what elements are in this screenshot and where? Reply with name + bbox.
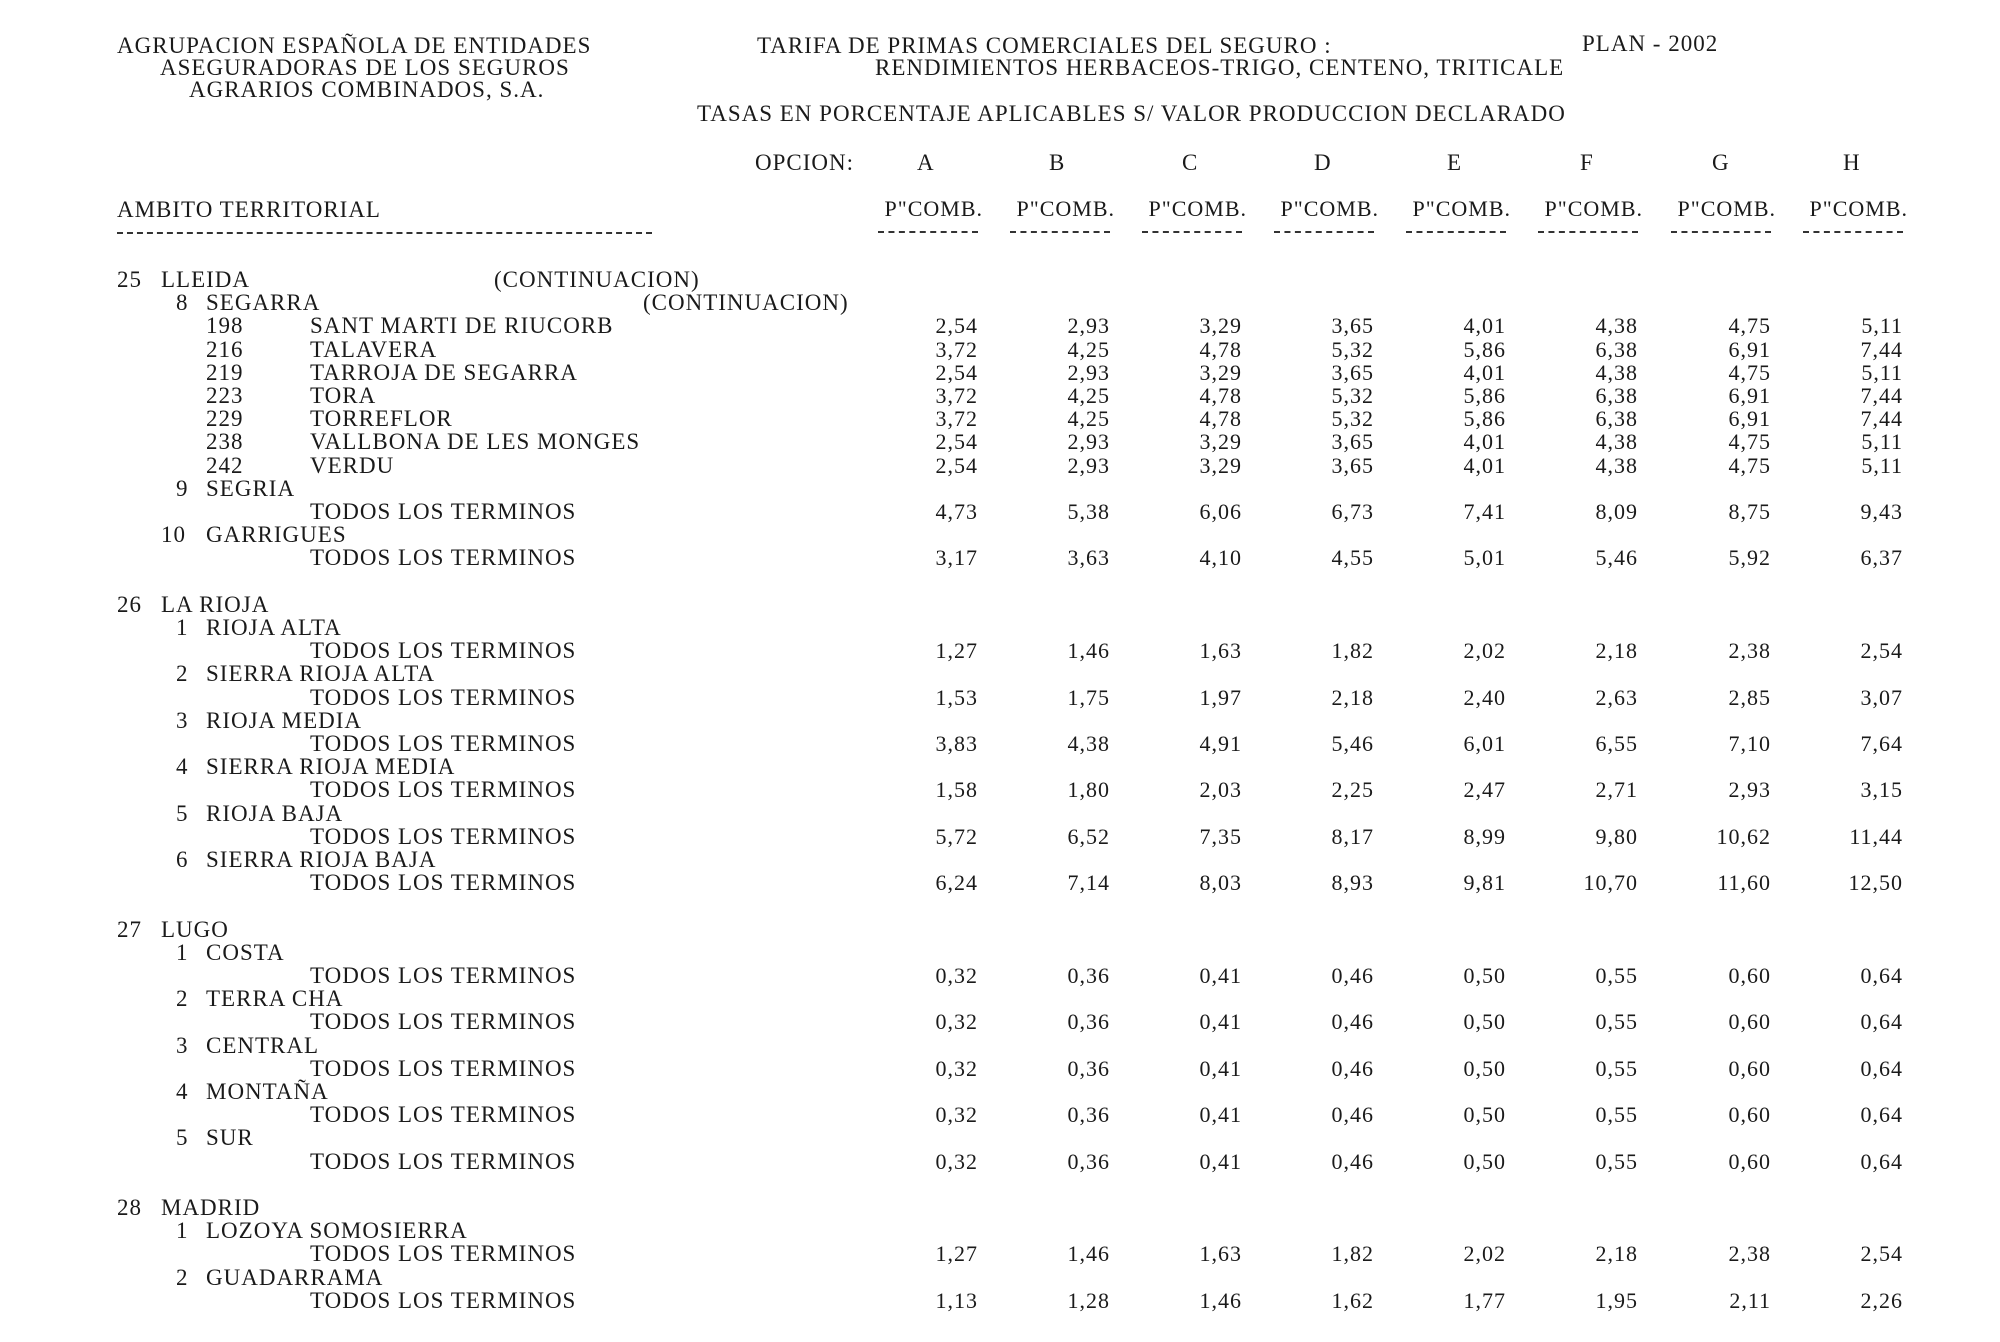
comarca-name: GUADARRAMA — [206, 1264, 384, 1290]
rate-cell: 0,41 — [1199, 1055, 1242, 1081]
comarca-code: 4 — [176, 754, 189, 780]
rate-cell: 0,64 — [1860, 1148, 1903, 1174]
rate-cell: 0,36 — [1067, 963, 1110, 988]
comarca-name: COSTA — [206, 939, 285, 965]
rate-cell: 9,80 — [1595, 823, 1638, 849]
rate-cell: 5,86 — [1463, 336, 1506, 362]
rate-cell: 4,75 — [1728, 452, 1771, 478]
rate-cell: 5,86 — [1463, 383, 1506, 408]
comarca-code: 1 — [176, 1218, 189, 1244]
rate-cell: 2,54 — [935, 452, 978, 478]
province-name: LA RIOJA — [161, 591, 270, 617]
rate-cell: 0,36 — [1067, 1009, 1110, 1035]
col-header-pcomb: P"COMB. — [1412, 196, 1511, 221]
rate-cell: 4,91 — [1199, 731, 1242, 756]
rate-cell: 10,70 — [1583, 870, 1638, 896]
col-underline — [1274, 231, 1374, 233]
rate-cell: 1,46 — [1067, 1241, 1110, 1267]
rate-cell: 0,55 — [1595, 1009, 1638, 1035]
rate-cell: 0,64 — [1860, 1009, 1903, 1035]
rate-cell: 0,32 — [935, 1102, 978, 1128]
rate-cell: 0,41 — [1199, 1009, 1242, 1035]
comarca-name: RIOJA ALTA — [206, 615, 342, 640]
rate-cell: 3,07 — [1860, 684, 1903, 710]
todos-los-terminos: TODOS LOS TERMINOS — [310, 1055, 577, 1081]
rate-cell: 6,38 — [1595, 406, 1638, 432]
todos-los-terminos: TODOS LOS TERMINOS — [310, 545, 577, 571]
rate-cell: 8,09 — [1595, 499, 1638, 524]
province-code: 25 — [117, 267, 142, 292]
termino-code: 242 — [206, 452, 244, 478]
rate-cell: 2,93 — [1728, 777, 1771, 803]
rate-cell: 1,27 — [935, 1241, 978, 1267]
rate-cell: 7,64 — [1860, 731, 1903, 756]
rate-cell: 2,71 — [1595, 777, 1638, 803]
rate-cell: 10,62 — [1716, 823, 1771, 849]
continuation-note: (CONTINUACION) — [643, 290, 849, 316]
rate-cell: 0,64 — [1860, 1102, 1903, 1128]
rate-cell: 7,44 — [1860, 336, 1903, 362]
rate-cell: 1,75 — [1067, 684, 1110, 710]
comarca-code: 8 — [176, 290, 189, 316]
rate-cell: 8,75 — [1728, 499, 1771, 524]
comarca-code: 2 — [176, 986, 189, 1012]
comarca-code: 3 — [176, 1032, 189, 1058]
rate-cell: 6,38 — [1595, 383, 1638, 408]
province-name: LUGO — [161, 916, 229, 942]
rate-cell: 1,82 — [1331, 1241, 1374, 1267]
rate-cell: 7,35 — [1199, 823, 1242, 849]
rate-cell: 7,44 — [1860, 383, 1903, 408]
comarca-code: 5 — [176, 800, 189, 826]
rate-cell: 0,46 — [1331, 1009, 1374, 1035]
rate-cell: 2,93 — [1067, 452, 1110, 478]
rate-cell: 0,55 — [1595, 1148, 1638, 1174]
rate-cell: 5,32 — [1331, 406, 1374, 432]
rate-cell: 0,60 — [1728, 1148, 1771, 1174]
option-g: G — [1712, 150, 1730, 175]
rate-cell: 1,63 — [1199, 638, 1242, 664]
termino-code: 229 — [206, 406, 244, 432]
rate-cell: 4,38 — [1595, 429, 1638, 455]
termino-code: 198 — [206, 313, 244, 339]
rate-cell: 2,18 — [1595, 638, 1638, 664]
comarca-name: SEGRIA — [206, 475, 296, 501]
province-code: 28 — [117, 1195, 142, 1220]
rate-cell: 6,37 — [1860, 545, 1903, 571]
rate-cell: 2,93 — [1067, 429, 1110, 455]
rate-cell: 1,77 — [1463, 1287, 1506, 1313]
termino-name: VERDU — [310, 452, 395, 478]
rate-cell: 5,46 — [1331, 731, 1374, 756]
rate-cell: 3,65 — [1331, 359, 1374, 385]
comarca-name: RIOJA MEDIA — [206, 707, 363, 733]
rate-cell: 3,29 — [1199, 359, 1242, 385]
comarca-code: 3 — [176, 707, 189, 733]
rate-cell: 3,72 — [935, 383, 978, 408]
rate-cell: 1,97 — [1199, 684, 1242, 710]
rate-cell: 2,47 — [1463, 777, 1506, 803]
option-f: F — [1580, 150, 1594, 175]
rate-cell: 0,64 — [1860, 963, 1903, 988]
rate-cell: 4,01 — [1463, 313, 1506, 339]
comarca-name: SUR — [206, 1125, 254, 1151]
rate-cell: 0,50 — [1463, 1009, 1506, 1035]
col-underline — [1803, 231, 1903, 233]
rate-cell: 1,63 — [1199, 1241, 1242, 1267]
rate-cell: 3,29 — [1199, 452, 1242, 478]
doc-subtitle-crop: RENDIMIENTOS HERBACEOS-TRIGO, CENTENO, TRITICALE — [875, 55, 1565, 80]
rate-cell: 1,82 — [1331, 638, 1374, 664]
rate-cell: 0,50 — [1463, 1148, 1506, 1174]
option-d: D — [1314, 150, 1332, 175]
comarca-name: CENTRAL — [206, 1032, 320, 1058]
org-line-3: AGRARIOS COMBINADOS, S.A. — [189, 77, 545, 102]
comarca-name: RIOJA BAJA — [206, 800, 344, 826]
col-header-pcomb: P"COMB. — [1677, 196, 1776, 221]
rate-cell: 0,55 — [1595, 963, 1638, 988]
col-header-pcomb: P"COMB. — [1148, 196, 1247, 221]
rate-cell: 2,02 — [1463, 1241, 1506, 1267]
rate-cell: 3,17 — [935, 545, 978, 571]
rate-cell: 3,72 — [935, 336, 978, 362]
rate-cell: 5,38 — [1067, 499, 1110, 524]
comarca-name: MONTAÑA — [206, 1079, 329, 1104]
rate-cell: 3,65 — [1331, 429, 1374, 455]
doc-title: TARIFA DE PRIMAS COMERCIALES DEL SEGURO : — [757, 33, 1332, 58]
rate-cell: 2,11 — [1729, 1287, 1771, 1313]
rate-cell: 4,25 — [1067, 383, 1110, 408]
rate-cell: 6,91 — [1728, 406, 1771, 432]
rate-cell: 7,14 — [1067, 870, 1110, 896]
rate-cell: 0,46 — [1331, 1055, 1374, 1081]
rate-cell: 4,38 — [1595, 313, 1638, 339]
todos-los-terminos: TODOS LOS TERMINOS — [310, 1287, 577, 1313]
todos-los-terminos: TODOS LOS TERMINOS — [310, 870, 577, 896]
rate-cell: 8,93 — [1331, 870, 1374, 896]
termino-name: SANT MARTI DE RIUCORB — [310, 313, 614, 339]
rate-cell: 2,02 — [1463, 638, 1506, 664]
comarca-code: 10 — [161, 522, 186, 548]
rate-cell: 5,11 — [1861, 429, 1903, 455]
rate-cell: 12,50 — [1848, 870, 1903, 896]
rate-cell: 0,32 — [935, 963, 978, 988]
rate-cell: 6,52 — [1067, 823, 1110, 849]
rate-cell: 0,50 — [1463, 1102, 1506, 1128]
rate-cell: 5,32 — [1331, 383, 1374, 408]
rate-cell: 7,10 — [1728, 731, 1771, 756]
rate-cell: 0,41 — [1199, 963, 1242, 988]
rate-cell: 4,55 — [1331, 545, 1374, 571]
rate-cell: 2,85 — [1728, 684, 1771, 710]
rate-cell: 4,38 — [1595, 359, 1638, 385]
rate-cell: 8,99 — [1463, 823, 1506, 849]
rate-cell: 0,32 — [935, 1055, 978, 1081]
comarca-name: LOZOYA SOMOSIERRA — [206, 1218, 468, 1244]
rate-cell: 0,36 — [1067, 1148, 1110, 1174]
rate-cell: 4,78 — [1199, 336, 1242, 362]
todos-los-terminos: TODOS LOS TERMINOS — [310, 1102, 577, 1128]
comarca-name: SEGARRA — [206, 290, 321, 316]
rate-cell: 3,29 — [1199, 429, 1242, 455]
rate-cell: 1,62 — [1331, 1287, 1374, 1313]
comarca-code: 4 — [176, 1079, 189, 1104]
rate-cell: 0,55 — [1595, 1102, 1638, 1128]
rate-cell: 5,86 — [1463, 406, 1506, 432]
rate-cell: 2,54 — [1860, 638, 1903, 664]
rate-cell: 11,60 — [1717, 870, 1771, 896]
rate-cell: 1,46 — [1199, 1287, 1242, 1313]
rate-cell: 4,01 — [1463, 452, 1506, 478]
option-a: A — [917, 150, 935, 175]
rate-cell: 6,01 — [1463, 731, 1506, 756]
termino-code: 223 — [206, 383, 244, 408]
rate-cell: 11,44 — [1849, 823, 1903, 849]
col-header-pcomb: P"COMB. — [1544, 196, 1643, 221]
province-code: 26 — [117, 591, 142, 617]
todos-los-terminos: TODOS LOS TERMINOS — [310, 823, 577, 849]
rate-cell: 6,91 — [1728, 383, 1771, 408]
rate-cell: 4,75 — [1728, 359, 1771, 385]
col-underline — [1538, 231, 1638, 233]
rate-cell: 2,18 — [1331, 684, 1374, 710]
org-line-2: ASEGURADORAS DE LOS SEGUROS — [160, 55, 570, 80]
province-name: MADRID — [161, 1195, 261, 1220]
comarca-code: 2 — [176, 661, 189, 687]
termino-name: TORA — [310, 383, 377, 408]
termino-code: 238 — [206, 429, 244, 455]
rate-cell: 1,13 — [935, 1287, 978, 1313]
ambito-underline — [117, 232, 652, 234]
col-underline — [878, 231, 978, 233]
rate-cell: 0,36 — [1067, 1102, 1110, 1128]
rate-cell: 4,75 — [1728, 429, 1771, 455]
rate-cell: 0,55 — [1595, 1055, 1638, 1081]
rate-cell: 6,24 — [935, 870, 978, 896]
col-underline — [1671, 231, 1771, 233]
rate-cell: 8,03 — [1199, 870, 1242, 896]
rate-cell: 4,01 — [1463, 429, 1506, 455]
col-header-pcomb: P"COMB. — [884, 196, 983, 221]
rate-cell: 9,43 — [1860, 499, 1903, 524]
rate-cell: 2,54 — [935, 359, 978, 385]
rate-cell: 5,01 — [1463, 545, 1506, 571]
rate-cell: 1,95 — [1595, 1287, 1638, 1313]
rate-cell: 0,46 — [1331, 963, 1374, 988]
option-h: H — [1843, 150, 1861, 175]
todos-los-terminos: TODOS LOS TERMINOS — [310, 499, 577, 524]
rate-cell: 3,65 — [1331, 452, 1374, 478]
todos-los-terminos: TODOS LOS TERMINOS — [310, 638, 577, 664]
rate-cell: 5,32 — [1331, 336, 1374, 362]
col-header-pcomb: P"COMB. — [1809, 196, 1908, 221]
rate-cell: 0,60 — [1728, 1009, 1771, 1035]
comarca-name: GARRIGUES — [206, 522, 347, 548]
col-underline — [1406, 231, 1506, 233]
rate-cell: 3,29 — [1199, 313, 1242, 339]
rate-cell: 0,50 — [1463, 963, 1506, 988]
rate-cell: 7,41 — [1463, 499, 1506, 524]
province-code: 27 — [117, 916, 142, 942]
rate-cell: 2,93 — [1067, 313, 1110, 339]
comarca-code: 5 — [176, 1125, 189, 1151]
termino-name: TARROJA DE SEGARRA — [310, 359, 578, 385]
rate-cell: 1,53 — [935, 684, 978, 710]
rate-cell: 2,26 — [1860, 1287, 1903, 1313]
rate-cell: 0,32 — [935, 1148, 978, 1174]
rate-cell: 4,75 — [1728, 313, 1771, 339]
rate-cell: 0,32 — [935, 1009, 978, 1035]
todos-los-terminos: TODOS LOS TERMINOS — [310, 963, 577, 988]
todos-los-terminos: TODOS LOS TERMINOS — [310, 684, 577, 710]
todos-los-terminos: TODOS LOS TERMINOS — [310, 1148, 577, 1174]
rate-cell: 0,60 — [1728, 1102, 1771, 1128]
rate-cell: 0,50 — [1463, 1055, 1506, 1081]
comarca-code: 6 — [176, 847, 189, 872]
option-e: E — [1447, 150, 1463, 175]
termino-name: TALAVERA — [310, 336, 438, 362]
comarca-name: TERRA CHA — [206, 986, 344, 1012]
col-header-pcomb: P"COMB. — [1280, 196, 1379, 221]
comarca-name: SIERRA RIOJA BAJA — [206, 847, 437, 872]
rate-cell: 1,27 — [935, 638, 978, 664]
rate-cell: 4,78 — [1199, 406, 1242, 432]
rate-cell: 4,38 — [1067, 731, 1110, 756]
rate-cell: 3,63 — [1067, 545, 1110, 571]
termino-code: 219 — [206, 359, 244, 385]
termino-code: 216 — [206, 336, 244, 362]
comarca-code: 2 — [176, 1264, 189, 1290]
rate-cell: 7,44 — [1860, 406, 1903, 432]
option-b: B — [1049, 150, 1066, 175]
rate-cell: 5,11 — [1861, 359, 1903, 385]
rate-cell: 5,11 — [1861, 452, 1903, 478]
continuation-note: (CONTINUACION) — [494, 267, 700, 292]
org-line-1: AGRUPACION ESPAÑOLA DE ENTIDADES — [117, 33, 592, 58]
rate-cell: 2,25 — [1331, 777, 1374, 803]
rate-cell: 0,46 — [1331, 1102, 1374, 1128]
rate-cell: 0,36 — [1067, 1055, 1110, 1081]
rate-cell: 2,54 — [935, 429, 978, 455]
rate-cell: 2,03 — [1199, 777, 1242, 803]
rate-cell: 5,46 — [1595, 545, 1638, 571]
rate-cell: 3,83 — [935, 731, 978, 756]
rate-cell: 3,65 — [1331, 313, 1374, 339]
option-c: C — [1182, 150, 1199, 175]
rate-cell: 5,11 — [1861, 313, 1903, 339]
termino-name: TORREFLOR — [310, 406, 453, 432]
rate-cell: 0,41 — [1199, 1102, 1242, 1128]
rate-cell: 6,38 — [1595, 336, 1638, 362]
rates-description: TASAS EN PORCENTAJE APLICABLES S/ VALOR PRODUCCION DECLARADO — [697, 101, 1566, 126]
rate-cell: 8,17 — [1331, 823, 1374, 849]
rate-cell: 4,25 — [1067, 336, 1110, 362]
rate-cell: 2,18 — [1595, 1241, 1638, 1267]
comarca-code: 1 — [176, 939, 189, 965]
termino-name: VALLBONA DE LES MONGES — [310, 429, 641, 455]
rate-cell: 4,10 — [1199, 545, 1242, 571]
rate-cell: 1,46 — [1067, 638, 1110, 664]
rate-cell: 2,93 — [1067, 359, 1110, 385]
rate-cell: 5,92 — [1728, 545, 1771, 571]
rate-cell: 4,73 — [935, 499, 978, 524]
col-underline — [1010, 231, 1110, 233]
rate-cell: 9,81 — [1463, 870, 1506, 896]
comarca-code: 9 — [176, 475, 189, 501]
rate-cell: 4,01 — [1463, 359, 1506, 385]
todos-los-terminos: TODOS LOS TERMINOS — [310, 1241, 577, 1267]
rate-cell: 5,72 — [935, 823, 978, 849]
plan-label: PLAN - 2002 — [1582, 31, 1719, 56]
rate-cell: 0,41 — [1199, 1148, 1242, 1174]
rate-cell: 2,63 — [1595, 684, 1638, 710]
todos-los-terminos: TODOS LOS TERMINOS — [310, 1009, 577, 1035]
todos-los-terminos: TODOS LOS TERMINOS — [310, 777, 577, 803]
rate-cell: 4,38 — [1595, 452, 1638, 478]
rate-cell: 2,40 — [1463, 684, 1506, 710]
rate-cell: 6,06 — [1199, 499, 1242, 524]
rate-cell: 4,25 — [1067, 406, 1110, 432]
rate-cell: 2,38 — [1728, 1241, 1771, 1267]
rate-cell: 0,46 — [1331, 1148, 1374, 1174]
rate-cell: 2,38 — [1728, 638, 1771, 664]
rate-cell: 4,78 — [1199, 383, 1242, 408]
comarca-name: SIERRA RIOJA ALTA — [206, 661, 436, 687]
comarca-name: SIERRA RIOJA MEDIA — [206, 754, 456, 780]
rate-cell: 6,55 — [1595, 731, 1638, 756]
rate-cell: 1,28 — [1067, 1287, 1110, 1313]
col-header-pcomb: P"COMB. — [1016, 196, 1115, 221]
opcion-label: OPCION: — [755, 150, 855, 175]
province-name: LLEIDA — [161, 267, 251, 292]
rate-cell: 0,60 — [1728, 963, 1771, 988]
rate-cell: 3,15 — [1860, 777, 1903, 803]
col-underline — [1142, 231, 1242, 233]
rate-cell: 0,64 — [1860, 1055, 1903, 1081]
rate-cell: 2,54 — [935, 313, 978, 339]
rate-cell: 2,54 — [1860, 1241, 1903, 1267]
rate-cell: 1,58 — [935, 777, 978, 803]
comarca-code: 1 — [176, 615, 189, 640]
ambito-territorial-label: AMBITO TERRITORIAL — [117, 197, 381, 222]
todos-los-terminos: TODOS LOS TERMINOS — [310, 731, 577, 756]
rate-cell: 3,72 — [935, 406, 978, 432]
rate-cell: 1,80 — [1067, 777, 1110, 803]
rate-cell: 6,73 — [1331, 499, 1374, 524]
rate-cell: 0,60 — [1728, 1055, 1771, 1081]
rate-cell: 6,91 — [1728, 336, 1771, 362]
